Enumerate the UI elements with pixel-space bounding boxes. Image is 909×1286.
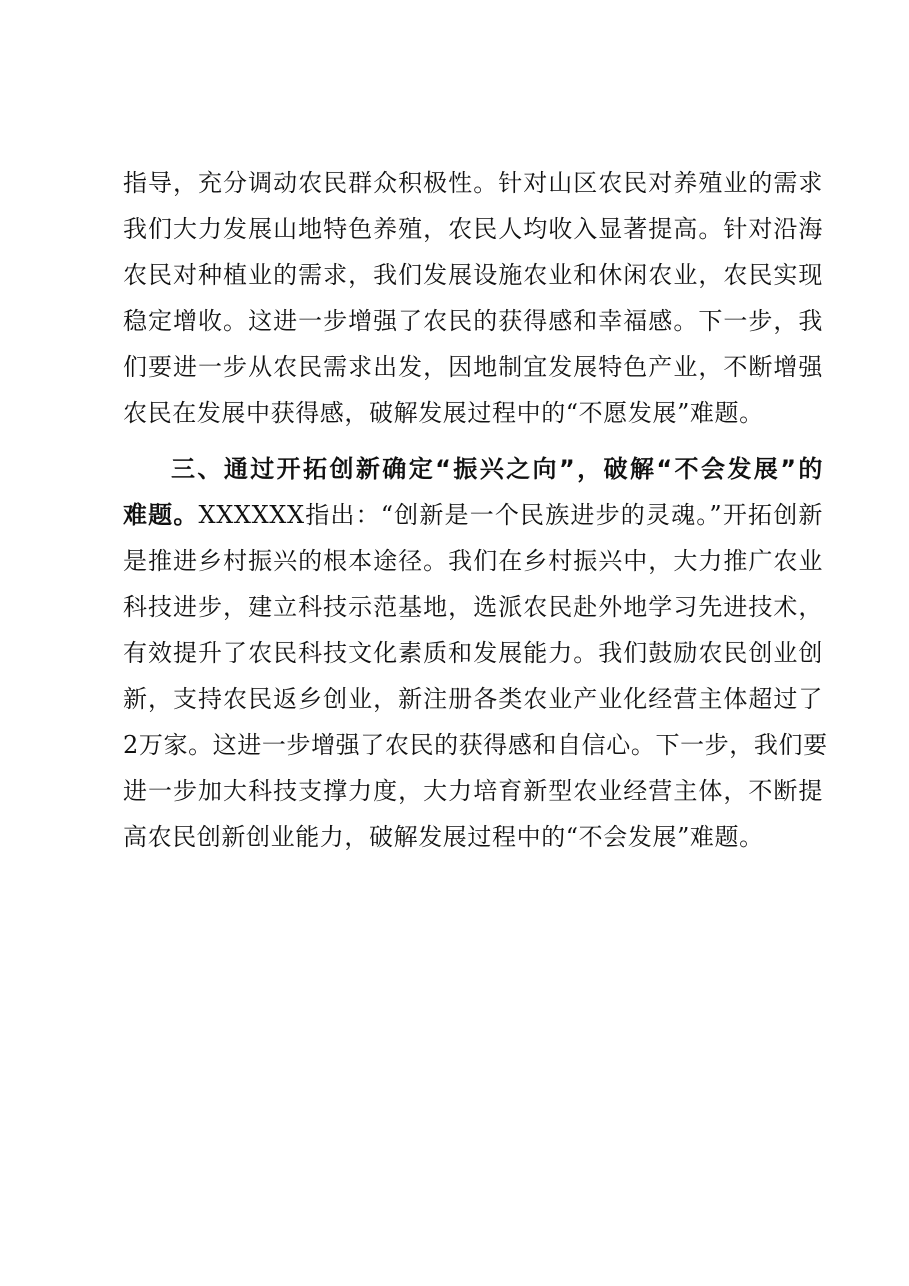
paragraph-1-line: 指导，充分调动农民群众积极性。针对山区农民对养殖业的需求 xyxy=(123,169,823,197)
paragraph-1 xyxy=(123,160,823,436)
paragraph-2-line: 进一步加大科技支撑力度，大力培育新型农业经营主体，不断提 xyxy=(123,777,823,805)
paragraph-1-line: 稳定增收。这进一步增强了农民的获得感和幸福感。下一步，我 xyxy=(123,307,823,335)
paragraph-2-line xyxy=(123,492,823,538)
quote-intro-text: XXXXXX指出：“创新是一个民族进步的灵魂。”开拓创新 xyxy=(198,501,823,529)
paragraph-2-line: 科技进步，建立科技示范基地，选派农民赴外地学习先进技术， xyxy=(123,593,823,621)
paragraph-2-line: 新，支持农民返乡创业，新注册各类农业产业化经营主体超过了 xyxy=(123,685,823,713)
section-heading: 三、通过开拓创新确定“振兴之向”，破解“不会发展”的 xyxy=(171,455,823,483)
paragraph-2-line: 2万家。这进一步增强了农民的获得感和自信心。下一步，我们要 xyxy=(123,731,828,759)
paragraph-1-line: 农民对种植业的需求，我们发展设施农业和休闲农业，农民实现 xyxy=(123,261,823,289)
paragraph-1-line: 我们大力发展山地特色养殖，农民人均收入显著提高。针对沿海 xyxy=(123,215,823,243)
paragraph-1-line: 们要进一步从农民需求出发，因地制宜发展特色产业，不断增强 xyxy=(123,353,823,381)
paragraph-1-line: 农民在发展中获得感，破解发展过程中的“不愿发展”难题。 xyxy=(123,399,764,427)
paragraph-2 xyxy=(123,446,828,860)
paragraph-2-line: 有效提升了农民科技文化素质和发展能力。我们鼓励农民创业创 xyxy=(123,639,823,667)
paragraph-2-line: 是推进乡村振兴的根本途径。我们在乡村振兴中，大力推广农业 xyxy=(123,547,823,575)
paragraph-2-line: 高农民创新创业能力，破解发展过程中的“不会发展”难题。 xyxy=(123,823,764,851)
section-heading-end: 难题。 xyxy=(123,501,199,529)
